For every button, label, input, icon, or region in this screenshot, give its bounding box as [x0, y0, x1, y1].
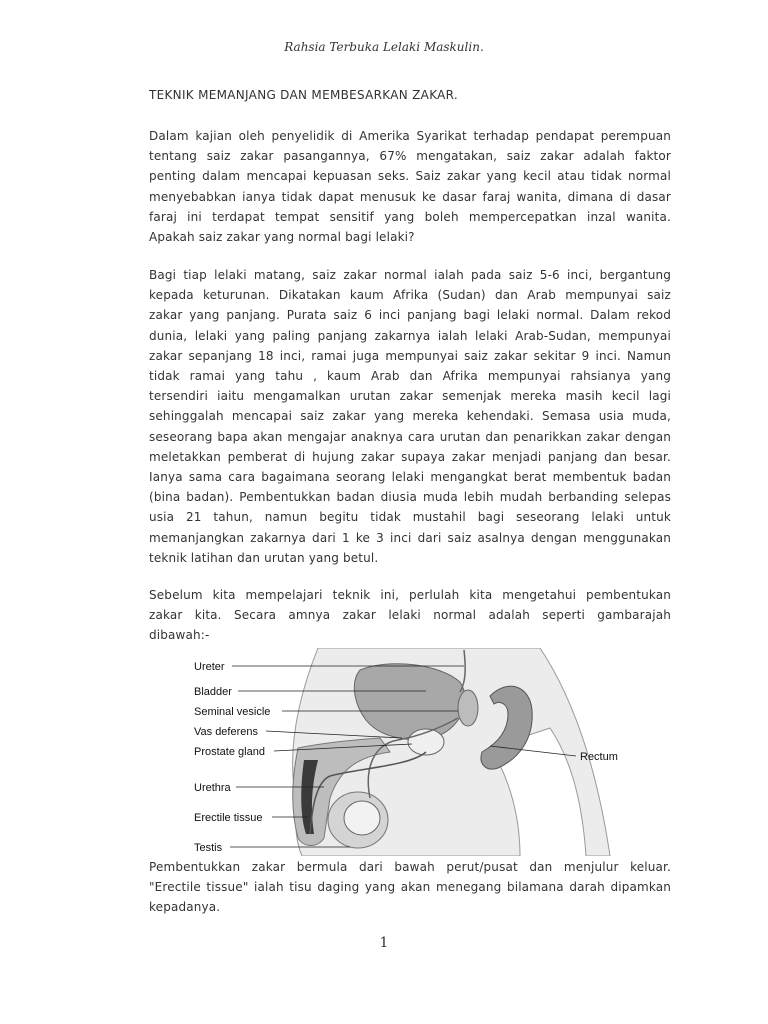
label-bladder: Bladder [194, 686, 232, 698]
paragraph-3 [149, 585, 671, 646]
paragraph-line: Bagi tiap lelaki matang, saiz zakar normal ialah pada saiz 5-6 inci, bergantung [149, 268, 671, 282]
label-erectile-tissue: Erectile tissue [194, 812, 263, 824]
document-title: TEKNIK MEMANJANG DAN MEMBESARKAN ZAKAR. [149, 88, 458, 102]
paragraph-line: kepadanya. [149, 900, 221, 915]
paragraph-line: penting dalam mencapai kepuasan seks. Saiz zakar yang kecil atau tidak normal [149, 169, 671, 184]
label-vas-deferens: Vas deferens [194, 726, 259, 738]
paragraph-line: sehinggalah mencapai saiz zakar yang mereka kehendaki. Semasa usia muda, [149, 409, 671, 424]
paragraph-4 [149, 857, 671, 918]
anatomy-illustration [190, 648, 630, 856]
paragraph-line: "Erectile tissue" ialah tisu daging yang akan menegang bilamana darah dipamkan [149, 880, 671, 895]
label-rectum: Rectum [580, 751, 618, 763]
anatomy-diagram [190, 648, 630, 856]
paragraph-line: seseorang bapa akan mengajar anaknya cara urutan dan penarikkan zakar dengan [149, 429, 671, 444]
label-prostate-gland: Prostate gland [194, 746, 265, 758]
paragraph-1 [149, 126, 671, 247]
paragraph-line: Apakah saiz zakar yang normal bagi lelaki? [149, 230, 415, 245]
paragraph-line: tidak ramai yang tahu , kaum Arab dan Afrika mempunyai rahsianya yang [149, 369, 671, 384]
label-urethra: Urethra [194, 782, 231, 794]
paragraph-line: (bina badan). Pembentukkan badan diusia muda lebih mudah berbanding selepas [149, 490, 671, 505]
paragraph-line: Sebelum kita mempelajari teknik ini, perlulah kita mengetahui pembentukan [149, 588, 671, 602]
paragraph-2 [149, 265, 671, 568]
paragraph-line: kepada keturunan. Dikatakan kaum Afrika (Sudan) dan Arab mempunyai saiz [149, 288, 671, 303]
paragraph-line: Pembentukkan zakar bermula dari bawah perut/pusat dan menjulur keluar. [149, 860, 671, 874]
paragraph-line: teknik latihan dan urutan yang betul. [149, 550, 379, 565]
paragraph-line: tersendiri iaitu mengamalkan urutan zakar semenjak mereka masih kecil lagi [149, 389, 671, 404]
paragraph-line: usia 21 tahun, namun begitu tidak mustahil bagi seseorang lelaki untuk [149, 510, 671, 525]
label-testis: Testis [194, 842, 223, 854]
label-seminal-vesicle: Seminal vesicle [194, 706, 271, 718]
paragraph-line: Dalam kajian oleh penyelidik di Amerika Syarikat terhadap pendapat perempuan [149, 129, 671, 143]
paragraph-line: zakar kita. Secara amnya zakar lelaki normal adalah seperti gambarajah [149, 608, 671, 623]
paragraph-line: faraj ini terdapat tempat sensitif yang boleh mempercepatkan inzal wanita. [149, 209, 671, 224]
paragraph-line: dibawah:- [149, 628, 210, 643]
paragraph-line: meletakkan pemberat di hujung zakar supaya zakar menjadi panjang dan besar. [149, 449, 671, 464]
label-ureter: Ureter [194, 661, 225, 673]
running-header: Rahsia Terbuka Lelaki Maskulin. [284, 40, 484, 54]
paragraph-line: dunia, lelaki yang paling panjang zakarnya ialah lelaki Arab-Sudan, mempunyai [149, 328, 671, 343]
page-number: 1 [379, 935, 389, 951]
paragraph-line: memanjangkan zakarnya dari 1 ke 3 inci dari saiz asalnya dengan menggunakan [149, 530, 671, 545]
paragraph-line: zakar sepanjang 18 inci, ramai juga mempunyai saiz zakar sekitar 9 inci. Namun [149, 348, 671, 363]
paragraph-line: tentang saiz zakar pasangannya, 67% mengatakan, saiz zakar adalah faktor [149, 149, 671, 164]
paragraph-line: Ianya sama cara bagaimana seorang lelaki mengangkat berat membentuk badan [149, 470, 671, 485]
paragraph-line: zakar yang panjang. Purata saiz 6 inci panjang bagi lelaki normal. Dalam rekod [149, 308, 671, 323]
seminal-vesicle-shape [458, 690, 478, 726]
testis-shape [344, 801, 380, 835]
paragraph-line: menyebabkan ianya tidak dapat menusuk ke dasar faraj wanita, dimana di dasar [149, 189, 671, 204]
